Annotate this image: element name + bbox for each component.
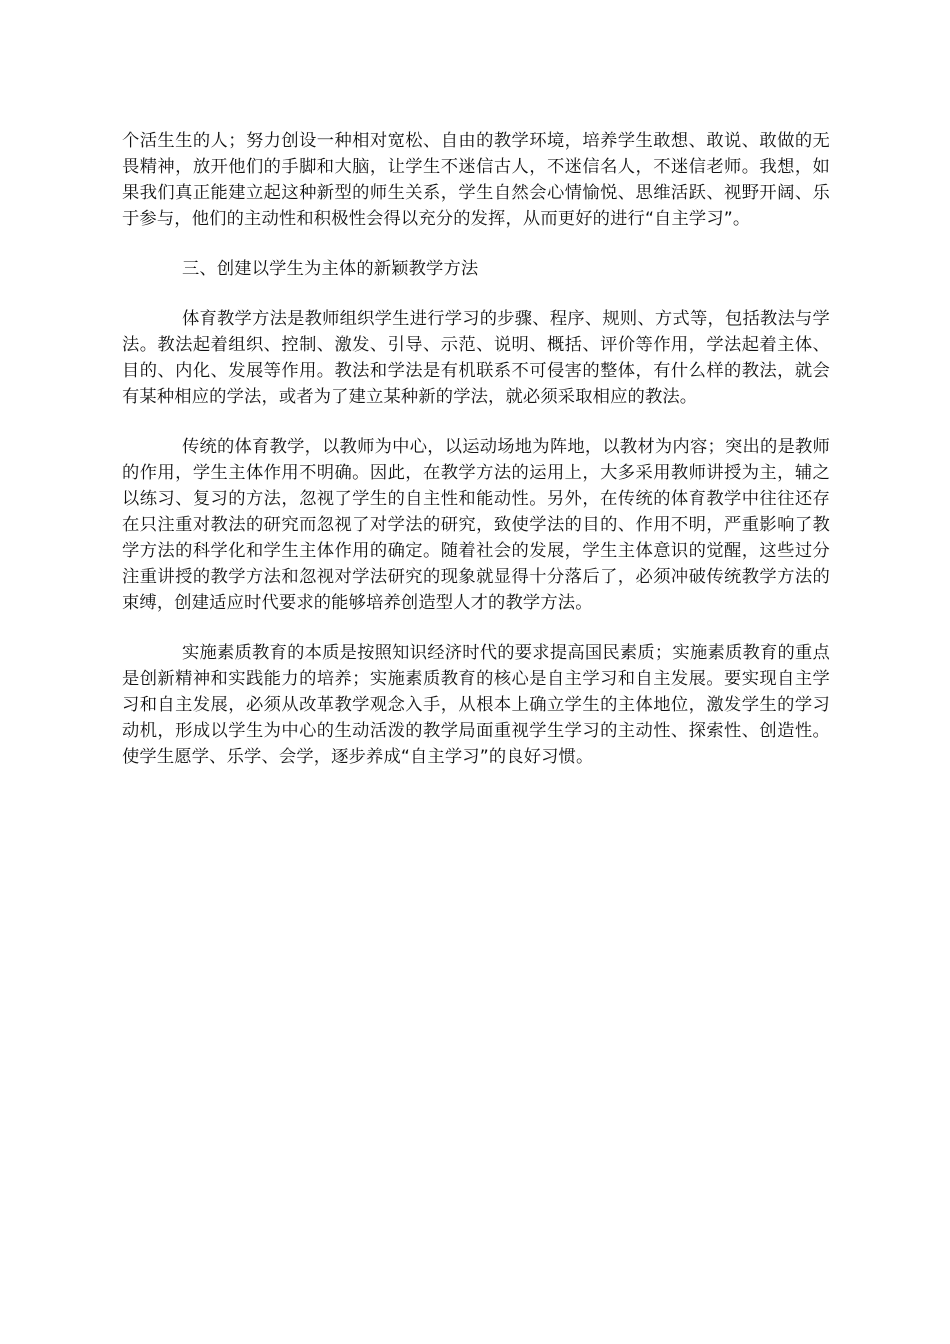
paragraph-continuation: 个活生生的人；努力创设一种相对宽松、自由的教学环境，培养学生敢想、敢说、敢做的无畏精神，放开他们的手脚和大脑，让学生不迷信古人，不迷信名人，不迷信老师。我想，如果我们真正能建立起这种新型的师生关系，学生自然会心情愉悦、思维活跃、视野开阔、乐于参与，他们的主动性和积极性会得以充分的发挥，从而更好的进行“自主学习”。 <box>122 131 830 229</box>
paragraph-teaching-methods: 体育教学方法是教师组织学生进行学习的步骤、程序、规则、方式等，包括教法与学法。教法起着组织、控制、激发、引导、示范、说明、概括、评价等作用，学法起着主体、目的、内化、发展等作用。教法和学法是有机联系不可侵害的整体，有什么样的教法，就会有某种相应的学法，或者为了建立某种新的学法，就必须采取相应的教法。 <box>122 309 830 407</box>
paragraph-traditional-teaching: 传统的体育教学，以教师为中心，以运动场地为阵地，以教材为内容；突出的是教师的作用，学生主体作用不明确。因此，在教学方法的运用上，大多采用教师讲授为主，辅之以练习、复习的方法，忽视了学生的自主性和能动性。另外，在传统的体育教学中往往还存在只注重对教法的研究而忽视了对学法的研究，致使学法的目的、作用不明，严重影响了教学方法的科学化和学生主体作用的确定。随着社会的发展，学生主体意识的觉醒，这些过分注重讲授的教学方法和忽视对学法研究的现象就显得十分落后了，必须冲破传统教学方法的束缚，创建适应时代要求的能够培养创造型人才的教学方法。 <box>122 437 830 613</box>
section-heading: 三、创建以学生为主体的新颖教学方法 <box>182 259 479 279</box>
paragraph-quality-education: 实施素质教育的本质是按照知识经济时代的要求提高国民素质；实施素质教育的重点是创新精神和实践能力的培养；实施素质教育的核心是自主学习和自主发展。要实现自主学习和自主发展，必须从改革教学观念入手，从根本上确立学生的主体地位，激发学生的学习动机，形成以学生为中心的生动活泼的教学局面重视学生学习的主动性、探索性、创造性。使学生愿学、乐学、会学，逐步养成“自主学习”的良好习惯。 <box>122 643 830 767</box>
document-page <box>122 128 830 770</box>
